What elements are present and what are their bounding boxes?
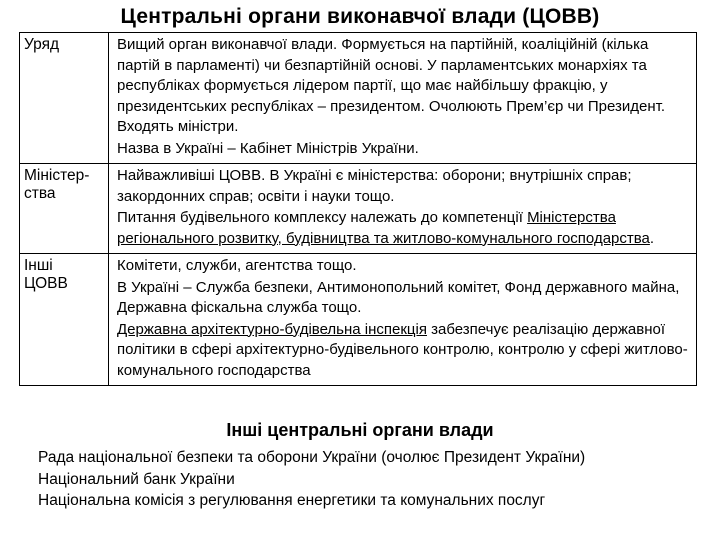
paragraph-text: В Україні – Служба безпеки, Антимонопольний комітет, Фонд державного майна, Державна фіскальна служба тощо.	[117, 278, 680, 316]
hyperlink[interactable]: Державна архітектурно-будівельна інспекція	[117, 320, 427, 338]
table-row	[20, 164, 697, 254]
table-row	[20, 33, 697, 164]
row-label	[20, 33, 109, 164]
page-title: Центральні органи виконавчої влади (ЦОВВ)	[120, 5, 600, 28]
row-content	[109, 164, 697, 254]
row-paragraph	[117, 256, 692, 277]
table-row	[20, 254, 697, 386]
executive-bodies-table	[19, 32, 697, 386]
other-body-item: Національний банк України	[38, 470, 235, 488]
row-label	[20, 254, 109, 386]
row-paragraph	[117, 166, 692, 207]
paragraph-text: Вищий орган виконавчої влади. Формується на партійній, коаліційній (кілька партій в парламенті) чи безпартійній основі. У парламентських монархіях та республіках формується лідером партії, що має найбільшу фракцію, у президентських республіках – президентом. Очолюють Прем’єр чи Президент. Входять міністри.	[117, 36, 665, 135]
row-paragraph	[117, 278, 692, 319]
row-paragraph	[117, 35, 692, 138]
row-paragraph	[117, 139, 692, 160]
other-body-item: Національна комісія з регулювання енергетики та комунальних послуг	[38, 492, 546, 509]
row-paragraph	[117, 320, 692, 382]
row-label-line: Уряд	[24, 36, 60, 53]
paragraph-text: .	[649, 229, 655, 247]
paragraph-text: забезпечує реалізацію державної політики в сфері архітектурно-будівельного контролю, контролю у сфері житлово-комунального господарства	[117, 320, 688, 379]
row-content	[109, 254, 697, 386]
row-content	[109, 33, 697, 164]
row-label-line: ЦОВВ	[24, 275, 68, 292]
other-bodies-list	[38, 447, 585, 512]
paragraph-text: Найважливіші ЦОВВ. В Україні є міністерства: оборони; внутрішніх справ; закордонних справ; освіти і науки тощо.	[117, 167, 632, 205]
hyperlink[interactable]: Міністерства регіонального розвитку, будівництва та житлово-комунального господарства	[117, 209, 650, 247]
row-label-line: Інші	[24, 257, 53, 274]
paragraph-text: Комітети, служби, агентства тощо.	[117, 257, 357, 274]
row-paragraph	[117, 208, 692, 249]
row-label-line: Міністер-	[24, 167, 90, 184]
paragraph-text: Питання будівельного комплексу належать до компетенції	[117, 209, 528, 226]
other-bodies-title: Інші центральні органи влади	[226, 420, 494, 440]
row-label	[20, 164, 109, 254]
row-label-line: ства	[24, 185, 56, 202]
paragraph-text: Назва в Україні – Кабінет Міністрів України.	[117, 139, 419, 157]
other-body-item: Рада національної безпеки та оборони України (очолює Президент України)	[38, 449, 586, 466]
